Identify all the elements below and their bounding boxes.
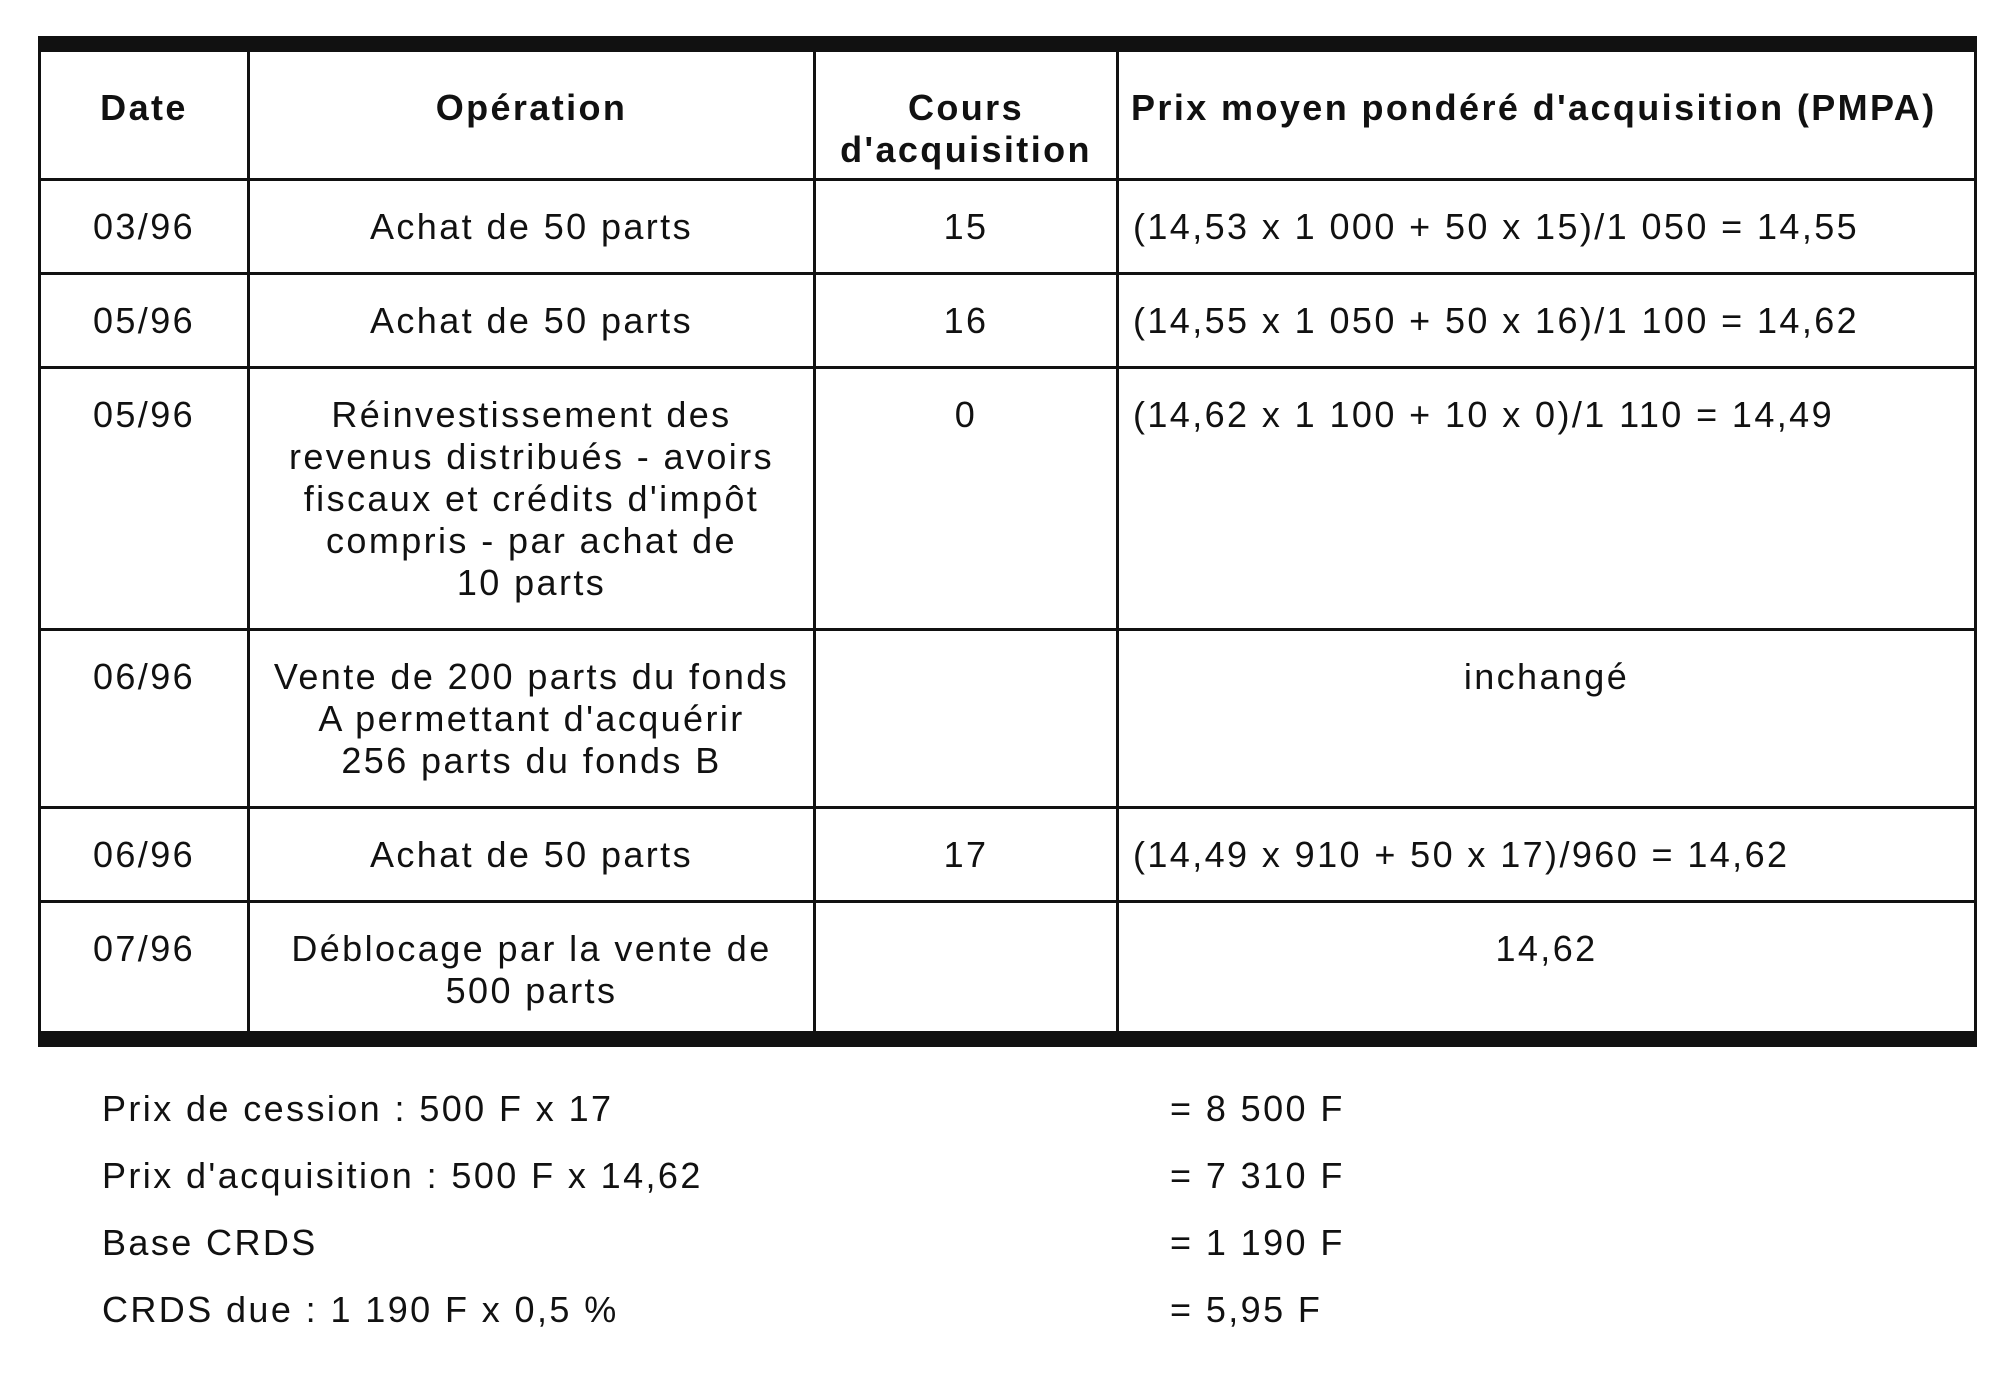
header-pmpa: Prix moyen pondéré d'acquisition (PMPA): [1118, 44, 1976, 179]
header-operation: Opération: [249, 44, 815, 179]
cell-operation: Achat de 50 parts: [249, 273, 815, 367]
cell-operation: Achat de 50 parts: [249, 807, 815, 901]
calc-value: = 8 500 F: [1170, 1088, 1345, 1129]
cell-cours: 0: [815, 367, 1118, 629]
table-row: [40, 901, 1976, 1039]
cell-cours: 17: [815, 807, 1118, 901]
table-row: [40, 807, 1976, 901]
header-cours: Cours d'acquisition: [815, 44, 1118, 179]
calc-row-prix-cession: [102, 1088, 1402, 1155]
header-date: Date: [40, 44, 249, 179]
cell-cours: [815, 901, 1118, 1039]
cell-pmpa: (14,53 x 1 000 + 50 x 15)/1 050 = 14,55: [1118, 179, 1976, 273]
calc-value: = 7 310 F: [1170, 1155, 1345, 1196]
table-row: [40, 367, 1976, 629]
cell-date: 05/96: [40, 367, 249, 629]
table-row: [40, 179, 1976, 273]
cell-operation: Déblocage par la vente de 500 parts: [249, 901, 815, 1039]
cell-cours: 16: [815, 273, 1118, 367]
cell-date: 06/96: [40, 629, 249, 807]
cell-operation: Vente de 200 parts du fonds A permettant d'acquérir 256 parts du fonds B: [249, 629, 815, 807]
calc-row-base-crds: [102, 1222, 1402, 1289]
cell-date: 03/96: [40, 179, 249, 273]
pmpa-table-container: [38, 36, 1974, 1047]
calc-label: Base CRDS: [102, 1222, 318, 1263]
calc-label: Prix de cession : 500 F x 17: [102, 1088, 614, 1129]
table-header: [40, 44, 1976, 179]
calc-row-prix-acquisition: [102, 1155, 1402, 1222]
crds-calculation: [102, 1088, 1402, 1356]
cell-cours: [815, 629, 1118, 807]
calc-value: = 5,95 F: [1170, 1289, 1323, 1330]
cell-date: 06/96: [40, 807, 249, 901]
cell-pmpa: (14,55 x 1 050 + 50 x 16)/1 100 = 14,62: [1118, 273, 1976, 367]
cell-date: 07/96: [40, 901, 249, 1039]
cell-pmpa: inchangé: [1118, 629, 1976, 807]
cell-pmpa: (14,62 x 1 100 + 10 x 0)/1 110 = 14,49: [1118, 367, 1976, 629]
table-row: [40, 629, 1976, 807]
header-row: [40, 44, 1976, 179]
cell-operation: Achat de 50 parts: [249, 179, 815, 273]
calc-value: = 1 190 F: [1170, 1222, 1345, 1263]
pmpa-table: [38, 36, 1977, 1047]
table-row: [40, 273, 1976, 367]
cell-date: 05/96: [40, 273, 249, 367]
cell-operation: Réinvestissement des revenus distribués - avoirs fiscaux et crédits d'impôt compris - par achat de 10 parts: [249, 367, 815, 629]
cell-pmpa: (14,49 x 910 + 50 x 17)/960 = 14,62: [1118, 807, 1976, 901]
table-body: [40, 179, 1976, 1039]
calc-row-crds-due: [102, 1289, 1402, 1356]
cell-cours: 15: [815, 179, 1118, 273]
calc-label: Prix d'acquisition : 500 F x 14,62: [102, 1155, 703, 1196]
calc-label: CRDS due : 1 190 F x 0,5 %: [102, 1289, 619, 1330]
cell-pmpa: 14,62: [1118, 901, 1976, 1039]
